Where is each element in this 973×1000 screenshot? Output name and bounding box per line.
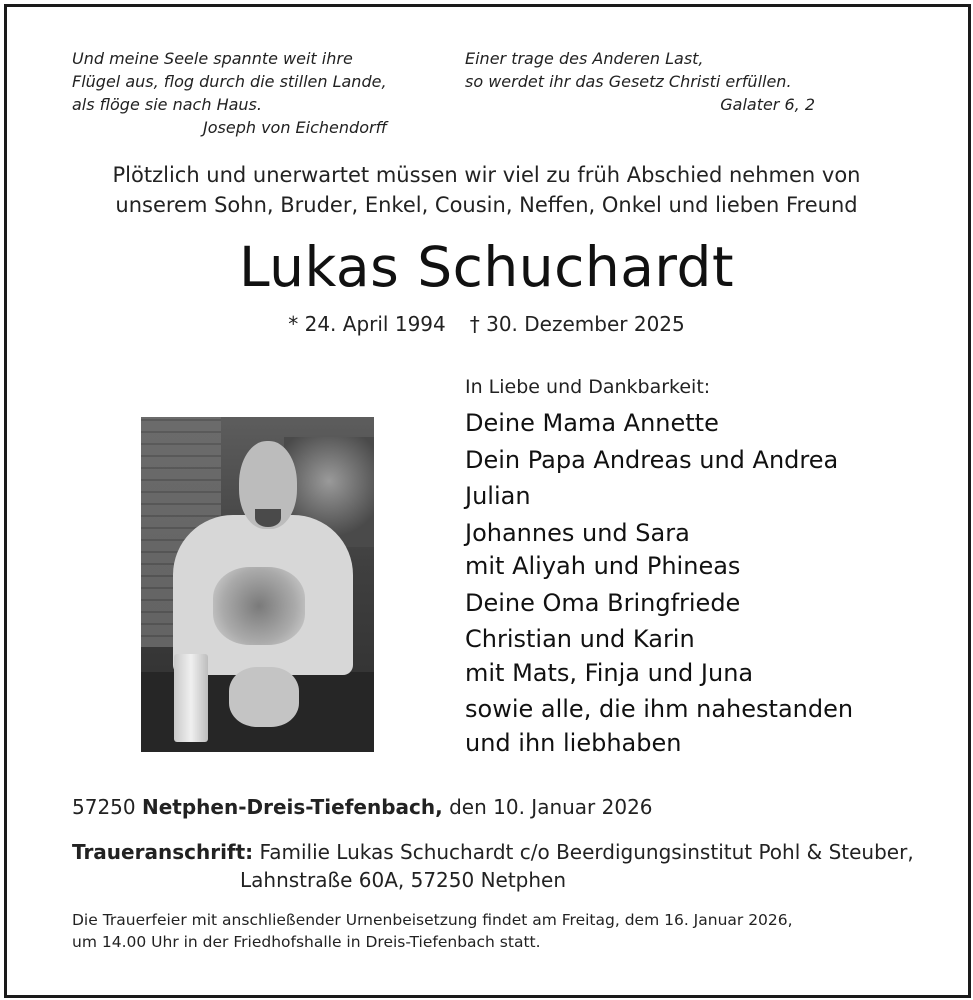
death-date: † 30. Dezember 2025: [469, 312, 685, 336]
birth-date: * 24. April 1994: [288, 312, 446, 336]
photo-hands: [229, 667, 299, 727]
verse-source: Galater 6, 2: [720, 95, 815, 114]
mourner-entry: mit Aliyah und Phineas: [465, 552, 741, 580]
postal-code: 57250: [72, 795, 136, 819]
poem-line: Flügel aus, flog durch die stillen Lande,: [72, 72, 387, 91]
photo-beard: [255, 509, 281, 527]
mourner-entry: Johannes und Sara: [465, 518, 690, 547]
service-line: um 14.00 Uhr in der Friedhofshalle in Dreis-Tiefenbach statt.: [72, 933, 541, 951]
mourner-entry: Julian: [465, 482, 531, 510]
photo-glass: [174, 654, 208, 742]
mourning-address: [72, 838, 914, 894]
poem-line: als flöge sie nach Haus.: [72, 95, 262, 114]
mourner-entry: Deine Mama Annette: [465, 409, 719, 437]
dedication-label: In Liebe und Dankbarkeit:: [465, 376, 711, 398]
intro-line: Plötzlich und unerwartet müssen wir viel zu früh Abschied nehmen von: [112, 163, 861, 187]
intro-text: [0, 160, 973, 220]
verse-line: so werdet ihr das Gesetz Christi erfüllen.: [465, 72, 792, 91]
poem-bible-verse: [465, 47, 815, 116]
mourner-entry: und ihn liebhaben: [465, 728, 682, 757]
photo-shirt-print: [213, 567, 305, 645]
address-label: Traueranschrift:: [72, 840, 254, 864]
mourner-entry: sowie alle, die ihm nahestanden: [465, 695, 854, 723]
portrait-photo: [141, 417, 374, 752]
verse-line: Einer trage des Anderen Last,: [465, 49, 704, 68]
mourner-entry: Dein Papa Andreas und Andrea: [465, 445, 839, 474]
deceased-name: Lukas Schuchardt: [238, 235, 735, 299]
mourners-list: [465, 407, 853, 760]
service-line: Die Trauerfeier mit anschließender Urnenbeisetzung findet am Freitag, dem 16. Januar 2026,: [72, 911, 793, 929]
life-dates: [0, 310, 973, 338]
place-name: Netphen-Dreis-Tiefenbach,: [141, 795, 443, 819]
funeral-service-info: [72, 909, 902, 953]
mourner-entry: Deine Oma Bringfriede: [465, 588, 741, 617]
poem-eichendorff: [72, 47, 402, 139]
intro-line: unserem Sohn, Bruder, Enkel, Cousin, Neffen, Onkel und lieben Freund: [115, 193, 858, 217]
poem-line: Und meine Seele spannte weit ihre: [72, 49, 353, 68]
poem-author: Joseph von Eichendorff: [203, 118, 388, 137]
address-line: Lahnstraße 60A, 57250 Netphen: [240, 868, 567, 892]
address-line: Familie Lukas Schuchardt c/o Beerdigungsinstitut Pohl & Steuber,: [259, 840, 914, 864]
place-and-date: [72, 793, 653, 821]
announcement-date: den 10. Januar 2026: [449, 795, 653, 819]
mourner-entry: Christian und Karin: [465, 625, 695, 653]
mourner-entry: mit Mats, Finja und Juna: [465, 658, 754, 687]
